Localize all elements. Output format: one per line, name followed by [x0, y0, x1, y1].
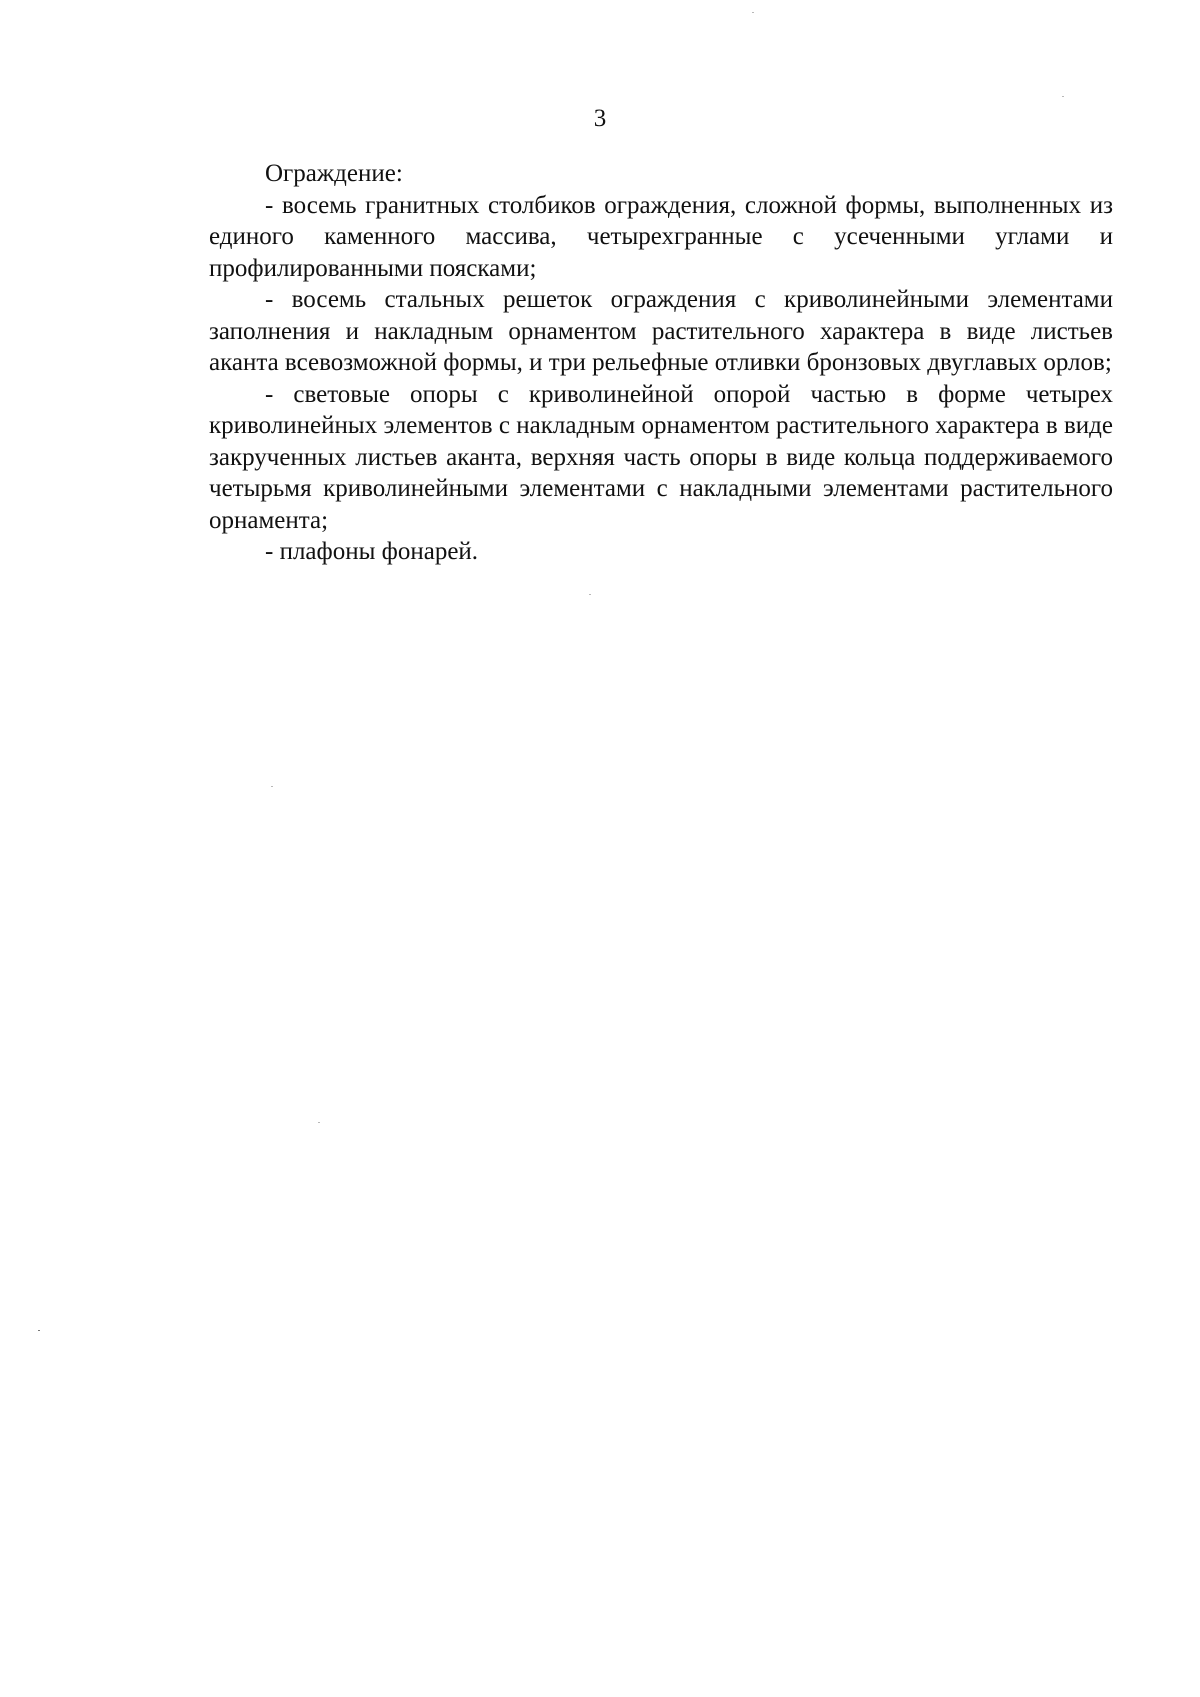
document-body [209, 158, 1113, 568]
scan-speck [1062, 96, 1064, 97]
list-item-steel-grilles: - восемь стальных решеток ограждения с криволинейными элементами заполнения и накладным орнаментом растительного характера в виде листьев аканта всевозможной формы, и три рельефные отливки бронзовых двуглавых орлов; [209, 286, 1113, 376]
scan-speck [318, 1122, 320, 1123]
scan-speck [752, 12, 754, 13]
list-item-lamp-shades: - плафоны фонарей. [265, 538, 479, 565]
scan-speck [589, 594, 591, 595]
list-item-light-supports: - световые опоры с криволинейной опорой частью в форме четырех криволинейных элементов с накладным орнаментом растительного характера в виде закрученных листьев аканта, верхняя часть опоры в виде кольца поддерживаемого четырьмя криволинейными элементами с накладными элементами растительного орнамента; [209, 380, 1113, 534]
section-heading: Ограждение: [265, 160, 403, 187]
page-number: 3 [593, 105, 607, 132]
list-item-granite-posts: - восемь гранитных столбиков ограждения, сложной формы, выполненных из единого каменного массива, четырехгранные с усеченными углами и профилированными поясками; [209, 191, 1113, 282]
scan-speck [271, 786, 273, 787]
scan-speck [38, 1330, 40, 1331]
